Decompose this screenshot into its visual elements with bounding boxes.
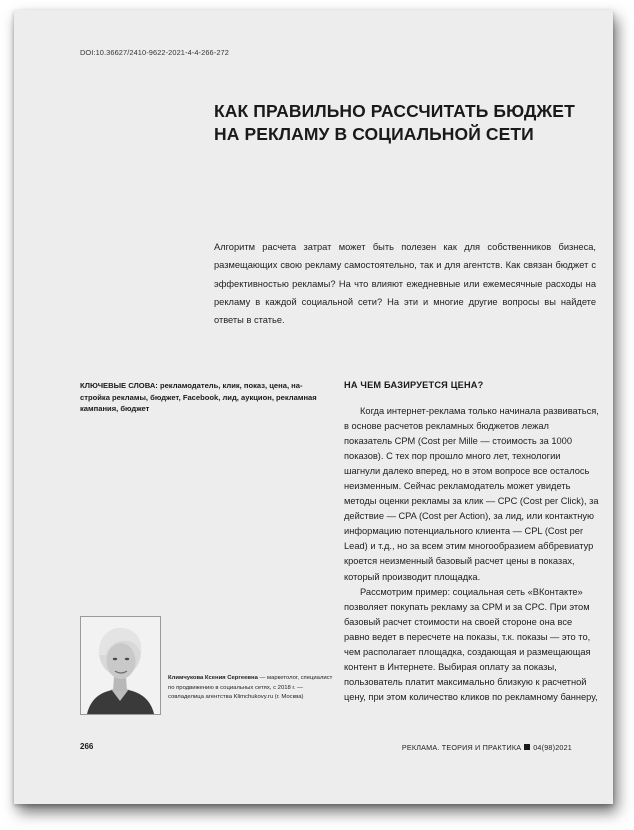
author-portrait [81, 617, 160, 714]
author-bio: — маркетолог, специалист по продвижению в социальных сетях, с 2018 г. — совладелица агентства Klimchukovy.ru (г. Москва) [168, 675, 333, 701]
square-separator-icon [524, 744, 530, 750]
section-heading: НА ЧЕМ БАЗИРУЕТСЯ ЦЕНА? [344, 380, 484, 390]
body-column [344, 404, 599, 705]
author-photo [80, 616, 161, 715]
author-name: Климчукова Ксения Сергеевна [168, 675, 258, 681]
article-title: КАК ПРАВИЛЬНО РАССЧИТАТЬ БЮДЖЕТ НА РЕКЛАМУ В СОЦИАЛЬНОЙ СЕТИ [214, 101, 575, 144]
abstract: Алгоритм расчета затрат может быть полезен как для собственников бизнеса, размещающих свою рекламу самостоятельно, так и для агентств. Как связан бюджет с эффективностью рекламы? На что влияют ежедневные или ежемесячные расходы на рекламу в каждой социальной сети? На эти и многие другие вопросы вы найдете ответы в статье. [214, 242, 596, 326]
doi: DOI:10.36627/2410-9622-2021-4-4-266-272 [80, 48, 229, 57]
paragraph: Рассмотрим пример: социальная сеть «ВКонтакте» позволяет покупать рекламу за CPM и за CPC. При этом базовый расчет стоимости на своей стороне она все равно ведет в пересчете на показы, т.к. показы — это то, чем располагает площадка, создающая и размещающая контент в Интернете. Выбирая оплату за показы, пользователь платит максимально близкую к расчетной цену, при этом количество кликов по рекламному баннеру, [344, 586, 598, 702]
page-number: 266 [80, 742, 94, 751]
journal-page [14, 10, 613, 804]
author-info [168, 674, 338, 703]
paragraph: Когда интернет-реклама только начинала развиваться, в основе расчетов рекламных бюджетов лежал показатель CPM (Cost per Mille — стоимость за 1000 показов). С тех пор прошло много лет, технологии шагнули далеко вперед, но в этом вопросе все осталось неизменным. Сейчас рекламодатель может увидеть методы оценки рекламы за клик — CPC (Cost per Click), за действие — CPA (Cost per Action), за лид, или контактную информацию потенциального клиента — CPL (Cost per Lead) и т.д., но за всем этим многообразием аббревиатур кроется неизменный базовый расчет цены в показах, который производит площадка. [344, 406, 599, 582]
journal-footer [402, 743, 572, 752]
keywords: КЛЮЧЕВЫЕ СЛОВА: рекламодатель, клик, показ, цена, настройка рекламы, бюджет, Facebook, лид, аукцион, рекламная кампания, бюджет [80, 381, 317, 414]
issue-number: 04(98)2021 [533, 743, 572, 752]
journal-name: РЕКЛАМА. ТЕОРИЯ И ПРАКТИКА [401, 743, 522, 752]
